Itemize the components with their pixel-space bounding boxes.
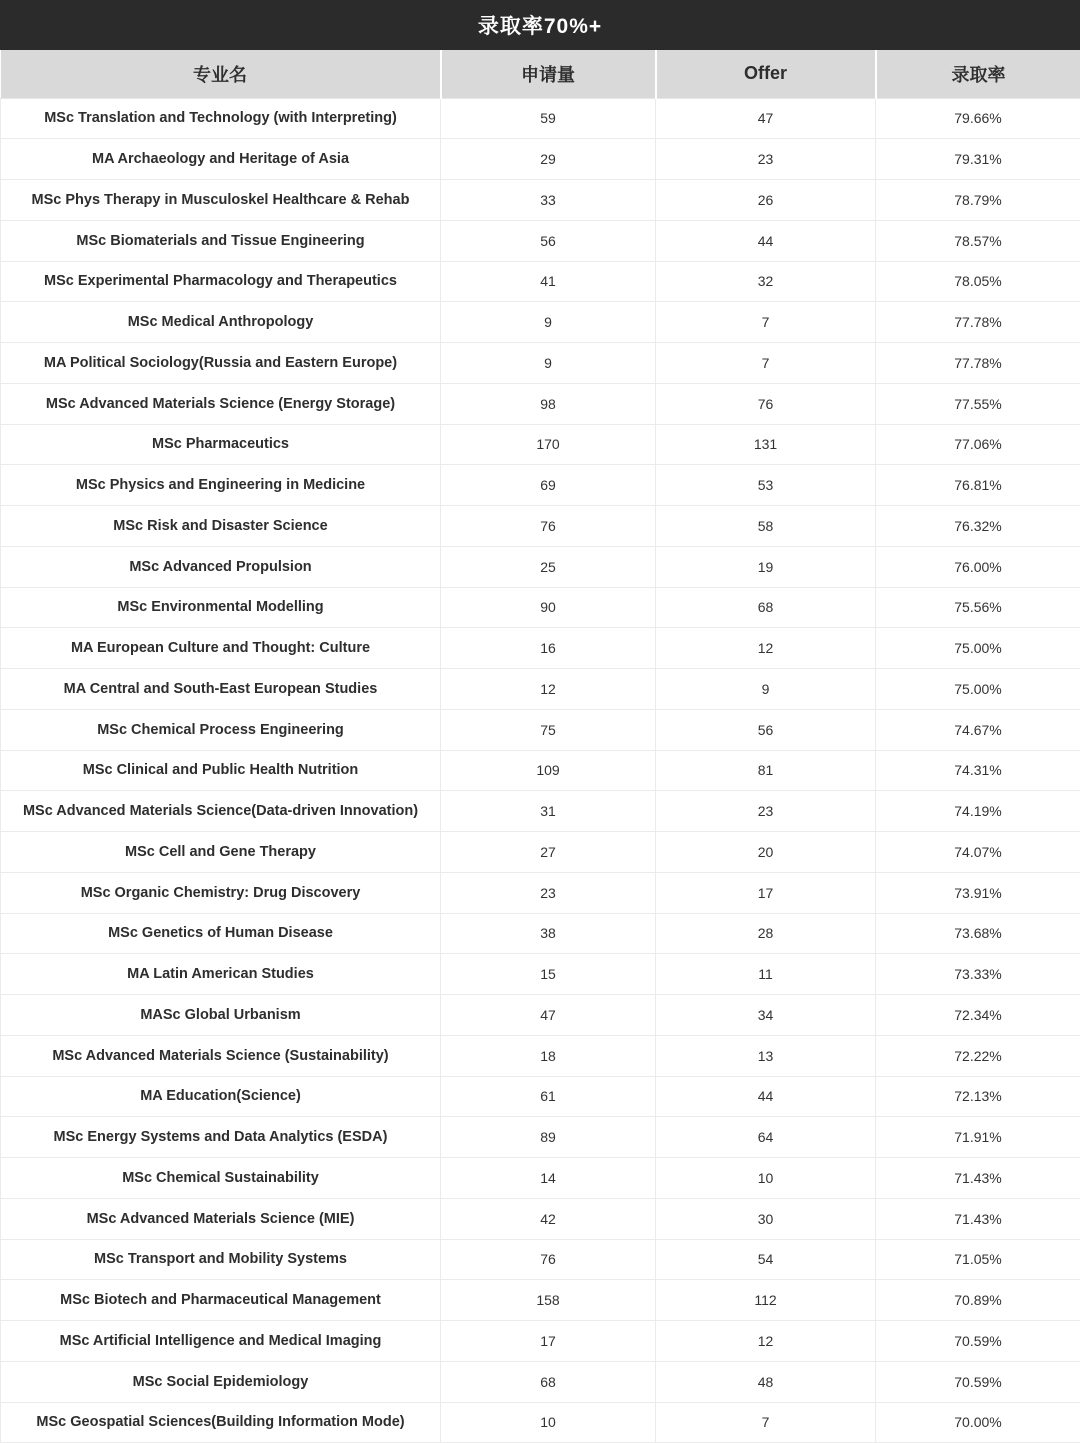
rate-value: 70.00%	[876, 1402, 1080, 1443]
applications-value: 69	[441, 465, 656, 506]
rate-value: 70.59%	[876, 1321, 1080, 1362]
table-row	[1, 383, 1080, 424]
table-row	[1, 913, 1080, 954]
table-row	[1, 220, 1080, 261]
applications-value: 9	[441, 302, 656, 343]
applications-value: 90	[441, 587, 656, 628]
table-row	[1, 832, 1080, 873]
offer-value: 30	[656, 1198, 876, 1239]
table-row	[1, 1158, 1080, 1199]
program-name: MSc Cell and Gene Therapy	[1, 832, 441, 873]
rate-value: 77.55%	[876, 383, 1080, 424]
program-name: MSc Environmental Modelling	[1, 587, 441, 628]
offer-value: 12	[656, 628, 876, 669]
offer-value: 17	[656, 872, 876, 913]
table-row	[1, 546, 1080, 587]
applications-value: 15	[441, 954, 656, 995]
rate-value: 79.66%	[876, 98, 1080, 139]
program-name: MSc Advanced Materials Science (Energy Storage)	[1, 383, 441, 424]
rate-value: 73.68%	[876, 913, 1080, 954]
applications-value: 98	[441, 383, 656, 424]
table-row	[1, 1198, 1080, 1239]
offer-value: 44	[656, 220, 876, 261]
applications-value: 14	[441, 1158, 656, 1199]
program-name: MSc Chemical Sustainability	[1, 1158, 441, 1199]
offer-value: 7	[656, 1402, 876, 1443]
program-name: MSc Pharmaceutics	[1, 424, 441, 465]
rate-value: 70.59%	[876, 1361, 1080, 1402]
column-header-program: 专业名	[1, 50, 441, 98]
offer-value: 34	[656, 995, 876, 1036]
program-name: MSc Transport and Mobility Systems	[1, 1239, 441, 1280]
table-row	[1, 343, 1080, 384]
program-name: MSc Advanced Materials Science (Sustainability)	[1, 1035, 441, 1076]
column-header-offer: Offer	[656, 50, 876, 98]
table-row	[1, 995, 1080, 1036]
offer-value: 131	[656, 424, 876, 465]
rate-value: 71.05%	[876, 1239, 1080, 1280]
applications-value: 12	[441, 669, 656, 710]
admission-table	[0, 50, 1080, 1443]
offer-value: 7	[656, 343, 876, 384]
rate-value: 77.06%	[876, 424, 1080, 465]
offer-value: 9	[656, 669, 876, 710]
offer-value: 64	[656, 1117, 876, 1158]
rate-value: 76.81%	[876, 465, 1080, 506]
rate-value: 71.43%	[876, 1158, 1080, 1199]
rate-value: 74.67%	[876, 709, 1080, 750]
program-name: MSc Biomaterials and Tissue Engineering	[1, 220, 441, 261]
program-name: MSc Organic Chemistry: Drug Discovery	[1, 872, 441, 913]
offer-value: 54	[656, 1239, 876, 1280]
offer-value: 20	[656, 832, 876, 873]
table-row	[1, 465, 1080, 506]
applications-value: 9	[441, 343, 656, 384]
applications-value: 47	[441, 995, 656, 1036]
program-name: MSc Experimental Pharmacology and Therapeutics	[1, 261, 441, 302]
column-header-applications: 申请量	[441, 50, 656, 98]
table-row	[1, 506, 1080, 547]
offer-value: 23	[656, 791, 876, 832]
table-title: 录取率70%+	[477, 15, 603, 38]
table-row	[1, 1402, 1080, 1443]
rate-value: 75.00%	[876, 628, 1080, 669]
rate-value: 75.00%	[876, 669, 1080, 710]
program-name: MSc Risk and Disaster Science	[1, 506, 441, 547]
rate-value: 71.43%	[876, 1198, 1080, 1239]
program-name: MA Education(Science)	[1, 1076, 441, 1117]
applications-value: 109	[441, 750, 656, 791]
rate-value: 71.91%	[876, 1117, 1080, 1158]
offer-value: 47	[656, 98, 876, 139]
program-name: MA Latin American Studies	[1, 954, 441, 995]
table-row	[1, 669, 1080, 710]
program-name: MSc Energy Systems and Data Analytics (ESDA)	[1, 1117, 441, 1158]
table-title-bar	[0, 0, 1080, 50]
rate-value: 78.79%	[876, 180, 1080, 221]
program-name: MSc Physics and Engineering in Medicine	[1, 465, 441, 506]
table-row	[1, 1117, 1080, 1158]
table-row	[1, 302, 1080, 343]
program-name: MSc Advanced Materials Science (MIE)	[1, 1198, 441, 1239]
program-name: MSc Artificial Intelligence and Medical Imaging	[1, 1321, 441, 1362]
rate-value: 76.00%	[876, 546, 1080, 587]
program-name: MA Political Sociology(Russia and Eastern Europe)	[1, 343, 441, 384]
table-row	[1, 872, 1080, 913]
offer-value: 7	[656, 302, 876, 343]
applications-value: 29	[441, 139, 656, 180]
program-name: MSc Chemical Process Engineering	[1, 709, 441, 750]
table-row	[1, 1035, 1080, 1076]
applications-value: 61	[441, 1076, 656, 1117]
offer-value: 11	[656, 954, 876, 995]
rate-value: 74.19%	[876, 791, 1080, 832]
program-name: MSc Geospatial Sciences(Building Information Mode)	[1, 1402, 441, 1443]
table-row	[1, 1076, 1080, 1117]
table-row	[1, 709, 1080, 750]
rate-value: 70.89%	[876, 1280, 1080, 1321]
table-row	[1, 1239, 1080, 1280]
rate-value: 73.33%	[876, 954, 1080, 995]
applications-value: 25	[441, 546, 656, 587]
applications-value: 89	[441, 1117, 656, 1158]
offer-value: 12	[656, 1321, 876, 1362]
offer-value: 32	[656, 261, 876, 302]
offer-value: 44	[656, 1076, 876, 1117]
table-row	[1, 750, 1080, 791]
applications-value: 41	[441, 261, 656, 302]
applications-value: 23	[441, 872, 656, 913]
applications-value: 56	[441, 220, 656, 261]
applications-value: 158	[441, 1280, 656, 1321]
table-row	[1, 954, 1080, 995]
table-row	[1, 261, 1080, 302]
program-name: MSc Social Epidemiology	[1, 1361, 441, 1402]
table-row	[1, 1361, 1080, 1402]
program-name: MSc Clinical and Public Health Nutrition	[1, 750, 441, 791]
applications-value: 33	[441, 180, 656, 221]
applications-value: 76	[441, 506, 656, 547]
offer-value: 76	[656, 383, 876, 424]
offer-value: 19	[656, 546, 876, 587]
table-row	[1, 628, 1080, 669]
offer-value: 56	[656, 709, 876, 750]
program-name: MSc Biotech and Pharmaceutical Management	[1, 1280, 441, 1321]
offer-value: 13	[656, 1035, 876, 1076]
rate-value: 78.05%	[876, 261, 1080, 302]
rate-value: 77.78%	[876, 302, 1080, 343]
applications-value: 10	[441, 1402, 656, 1443]
applications-value: 170	[441, 424, 656, 465]
rate-value: 75.56%	[876, 587, 1080, 628]
rate-value: 74.31%	[876, 750, 1080, 791]
offer-value: 48	[656, 1361, 876, 1402]
program-name: MA European Culture and Thought: Culture	[1, 628, 441, 669]
rate-value: 77.78%	[876, 343, 1080, 384]
program-name: MA Central and South-East European Studies	[1, 669, 441, 710]
rate-value: 79.31%	[876, 139, 1080, 180]
program-name: MSc Phys Therapy in Musculoskel Healthcare & Rehab	[1, 180, 441, 221]
rate-value: 72.13%	[876, 1076, 1080, 1117]
rate-value: 73.91%	[876, 872, 1080, 913]
offer-value: 81	[656, 750, 876, 791]
offer-value: 58	[656, 506, 876, 547]
program-name: MSc Advanced Materials Science(Data-driven Innovation)	[1, 791, 441, 832]
column-header-rate: 录取率	[876, 50, 1080, 98]
program-name: MASc Global Urbanism	[1, 995, 441, 1036]
offer-value: 28	[656, 913, 876, 954]
offer-value: 26	[656, 180, 876, 221]
header-row	[1, 50, 1080, 98]
table-row	[1, 1321, 1080, 1362]
applications-value: 38	[441, 913, 656, 954]
applications-value: 76	[441, 1239, 656, 1280]
program-name: MA Archaeology and Heritage of Asia	[1, 139, 441, 180]
applications-value: 17	[441, 1321, 656, 1362]
applications-value: 16	[441, 628, 656, 669]
rate-value: 74.07%	[876, 832, 1080, 873]
table-row	[1, 587, 1080, 628]
table-row	[1, 139, 1080, 180]
table-row	[1, 791, 1080, 832]
applications-value: 75	[441, 709, 656, 750]
table-body	[1, 98, 1080, 1443]
offer-value: 53	[656, 465, 876, 506]
program-name: MSc Genetics of Human Disease	[1, 913, 441, 954]
applications-value: 31	[441, 791, 656, 832]
program-name: MSc Medical Anthropology	[1, 302, 441, 343]
program-name: MSc Advanced Propulsion	[1, 546, 441, 587]
applications-value: 68	[441, 1361, 656, 1402]
program-name: MSc Translation and Technology (with Interpreting)	[1, 98, 441, 139]
offer-value: 23	[656, 139, 876, 180]
rate-value: 72.22%	[876, 1035, 1080, 1076]
applications-value: 42	[441, 1198, 656, 1239]
table-row	[1, 1280, 1080, 1321]
applications-value: 27	[441, 832, 656, 873]
rate-value: 76.32%	[876, 506, 1080, 547]
rate-value: 78.57%	[876, 220, 1080, 261]
applications-value: 59	[441, 98, 656, 139]
applications-value: 18	[441, 1035, 656, 1076]
table-row	[1, 424, 1080, 465]
table-row	[1, 98, 1080, 139]
offer-value: 10	[656, 1158, 876, 1199]
table-row	[1, 180, 1080, 221]
rate-value: 72.34%	[876, 995, 1080, 1036]
offer-value: 112	[656, 1280, 876, 1321]
offer-value: 68	[656, 587, 876, 628]
